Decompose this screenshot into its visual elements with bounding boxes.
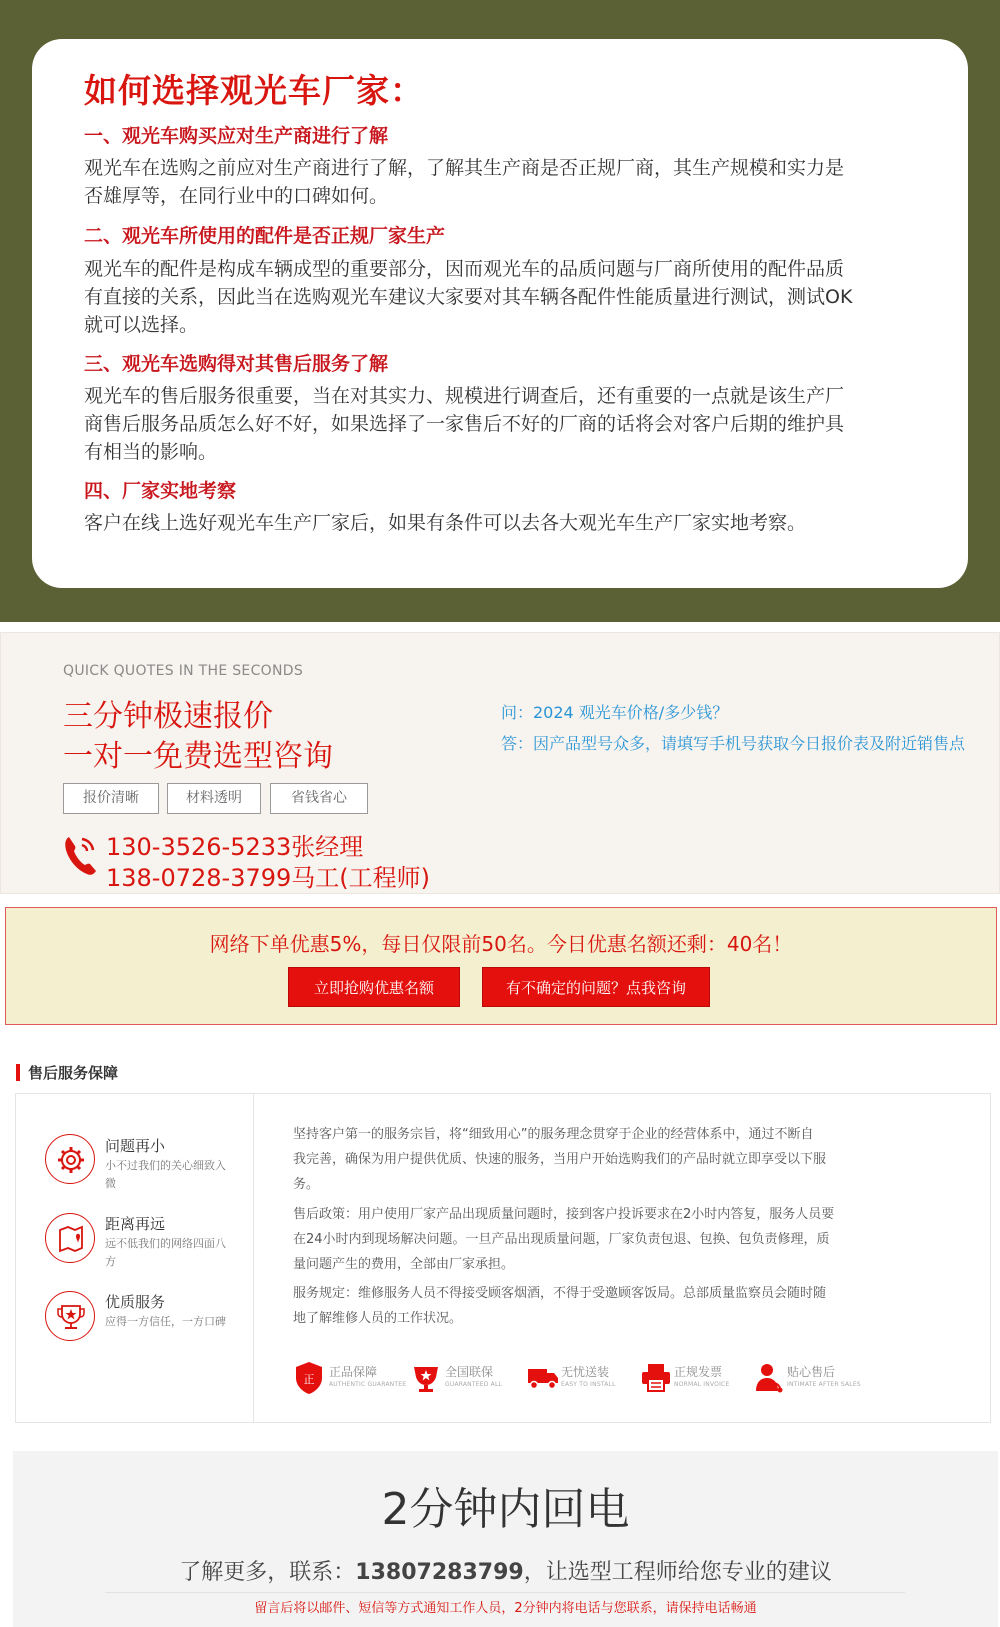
text-line: 服务规定：维修服务人员不得接受顾客烟酒，不得于受邀顾客饭局。总部质量监察员会随时随: [293, 1286, 827, 1301]
guide-paragraph-4: [84, 509, 924, 537]
contact-suffix: ，让选型工程师给您专业的建议: [523, 1560, 832, 1585]
quote-title-2: 一对一免费选型咨询: [63, 739, 333, 774]
guide-title: 如何选择观光车厂家：: [84, 71, 424, 110]
text-line: 观光车的配件是构成车辆成型的重要部分，因而观光车的品质问题与厂商所使用的配件品质: [84, 258, 845, 280]
consult-button[interactable]: 有不确定的问题？点我咨询: [482, 967, 710, 1007]
guide-section: [0, 0, 1000, 622]
service-panel: [15, 1093, 991, 1423]
section-marker: [16, 1064, 20, 1081]
guide-paragraph-2: [84, 255, 924, 339]
feature-desc-2: 远不低我们的网络四面八方: [105, 1237, 226, 1268]
text-line: 观光车在选购之前应对生产商进行了解，了解其生产商是否正规厂商，其生产规模和实力是: [84, 157, 845, 179]
map-pin-icon: [45, 1213, 95, 1263]
guide-heading-1: 一、观光车购买应对生产商进行了解: [84, 125, 389, 147]
badge-label: 正规发票: [674, 1365, 723, 1379]
service-paragraph-2: [293, 1202, 873, 1277]
panel-divider: [253, 1094, 254, 1422]
guide-heading-3: 三、观光车选购得对其售后服务了解: [84, 353, 389, 375]
svg-text:正: 正: [303, 1373, 315, 1386]
text-line: 我完善，确保为用户提供优质、快速的服务，当用户开始选购我们的产品时就立即享受以下服: [293, 1152, 827, 1167]
feature-title-1: 问题再小: [105, 1137, 166, 1155]
text-line: 客户在线上选好观光车生产厂家后，如果有条件可以去各大观光车生产厂家实地考察。: [84, 512, 807, 534]
text-line: 就可以选择。: [84, 314, 199, 336]
contact-prefix: 了解更多，联系：: [179, 1560, 356, 1585]
phone-number-2[interactable]: 138-0728-3799马工(工程师): [106, 864, 431, 892]
feature-desc-3: 应得一方信任，一方口碑: [105, 1315, 226, 1328]
feature-title-3: 优质服务: [105, 1293, 166, 1311]
divider: [105, 1592, 905, 1593]
phone-icon: [63, 833, 97, 877]
callback-section: [13, 1451, 998, 1627]
badge-aftersales: [753, 1361, 868, 1401]
guide-paragraph-1: [84, 154, 924, 210]
callback-note: 留言后将以邮件、短信等方式通知工作人员，2分钟内将电话与您联系，请保持电话畅通: [254, 1601, 757, 1616]
service-title: 售后服务保障: [28, 1064, 119, 1082]
medal-icon: [411, 1361, 441, 1393]
tag-save-money: 省钱省心: [270, 783, 368, 814]
truck-icon: [527, 1361, 559, 1393]
quote-title: 三分钟极速报价: [63, 699, 273, 734]
feature-desc-1: 小不过我们的关心细致入微: [105, 1159, 226, 1190]
shield-icon: [295, 1361, 323, 1395]
badge-sublabel: AUTHENTIC GUARANTEE: [329, 1381, 407, 1388]
badge-sublabel: INTIMATE AFTER SALES: [787, 1381, 861, 1388]
guide-heading-4: 四、厂家实地考察: [84, 480, 237, 502]
badge-authentic: [295, 1361, 410, 1401]
service-paragraph-1: [293, 1122, 873, 1197]
phone-number-1[interactable]: 130-3526-5233张经理: [106, 833, 364, 861]
text-line: 地了解维修人员的工作状况。: [293, 1311, 463, 1326]
badge-label: 正品保障: [329, 1365, 378, 1379]
quote-answer: 答：因产品型号众多，请填写手机号获取今日报价表及附近销售点: [501, 734, 966, 753]
badge-sublabel: GUARANTEED ALL: [445, 1381, 503, 1388]
callback-contact-line: [13, 1555, 998, 1586]
support-agent-icon: [753, 1361, 785, 1393]
guide-paragraph-3: [84, 382, 924, 466]
callback-title: 2分钟内回电: [381, 1484, 630, 1535]
quote-subtitle: QUICK QUOTES IN THE SECONDS: [63, 663, 304, 679]
tag-clear-price: 报价清晰: [63, 783, 159, 814]
printer-icon: [640, 1361, 672, 1393]
guide-heading-2: 二、观光车所使用的配件是否正规厂家生产: [84, 225, 446, 247]
text-line: 商售后服务品质怎么好不好，如果选择了一家售后不好的厂商的话将会对客户后期的维护具: [84, 413, 845, 435]
text-line: 有直接的关系，因此当在选购观光车建议大家要对其车辆各配件性能质量进行测试，测试OK: [84, 286, 853, 308]
gear-icon: [45, 1134, 95, 1184]
text-line: 量问题产生的费用，全部由厂家承担。: [293, 1257, 515, 1272]
text-line: 有相当的影响。: [84, 441, 218, 463]
text-line: 在24小时内到现场解决问题。一旦产品出现质量问题，厂家负责包退、包换、包负责修理，质: [293, 1232, 830, 1247]
text-line: 务。: [293, 1177, 320, 1192]
promo-text: 网络下单优惠5%，每日仅限前50名。今日优惠名额还剩：40名！: [209, 932, 793, 956]
tag-transparent-material: 材料透明: [167, 783, 261, 814]
badge-sublabel: NORMAL INVOICE: [674, 1381, 730, 1388]
text-line: 坚持客户第一的服务宗旨，将“细致用心”的服务理念贯穿于企业的经营体系中，通过不断自: [293, 1127, 814, 1142]
quick-quote-section: [0, 632, 1000, 894]
guide-card: [32, 39, 968, 588]
feature-title-2: 距离再远: [105, 1215, 166, 1233]
text-line: 售后政策：用户使用厂家产品出现质量问题时，接到客户投诉要求在2小时内答复，服务人员要: [293, 1207, 835, 1222]
award-icon: [45, 1291, 95, 1341]
badge-label: 贴心售后: [787, 1365, 836, 1379]
badge-label: 无忧送装: [561, 1365, 610, 1379]
badge-warranty: [411, 1361, 526, 1401]
badge-invoice: [640, 1361, 755, 1401]
badge-delivery: [527, 1361, 642, 1401]
service-paragraph-3: [293, 1281, 873, 1331]
badge-sublabel: EASY TO INSTALL: [561, 1381, 616, 1388]
promo-banner: [5, 907, 997, 1025]
text-line: 否雄厚等，在同行业中的口碑如何。: [84, 185, 389, 207]
grab-discount-button[interactable]: 立即抢购优惠名额: [288, 967, 460, 1007]
text-line: 观光车的售后服务很重要，当在对其实力、规模进行调查后，还有重要的一点就是该生产厂: [84, 385, 845, 407]
quote-question: 问：2024 观光车价格/多少钱？: [501, 703, 729, 722]
badge-label: 全国联保: [445, 1365, 494, 1379]
callback-phone[interactable]: 13807283799: [355, 1560, 524, 1585]
